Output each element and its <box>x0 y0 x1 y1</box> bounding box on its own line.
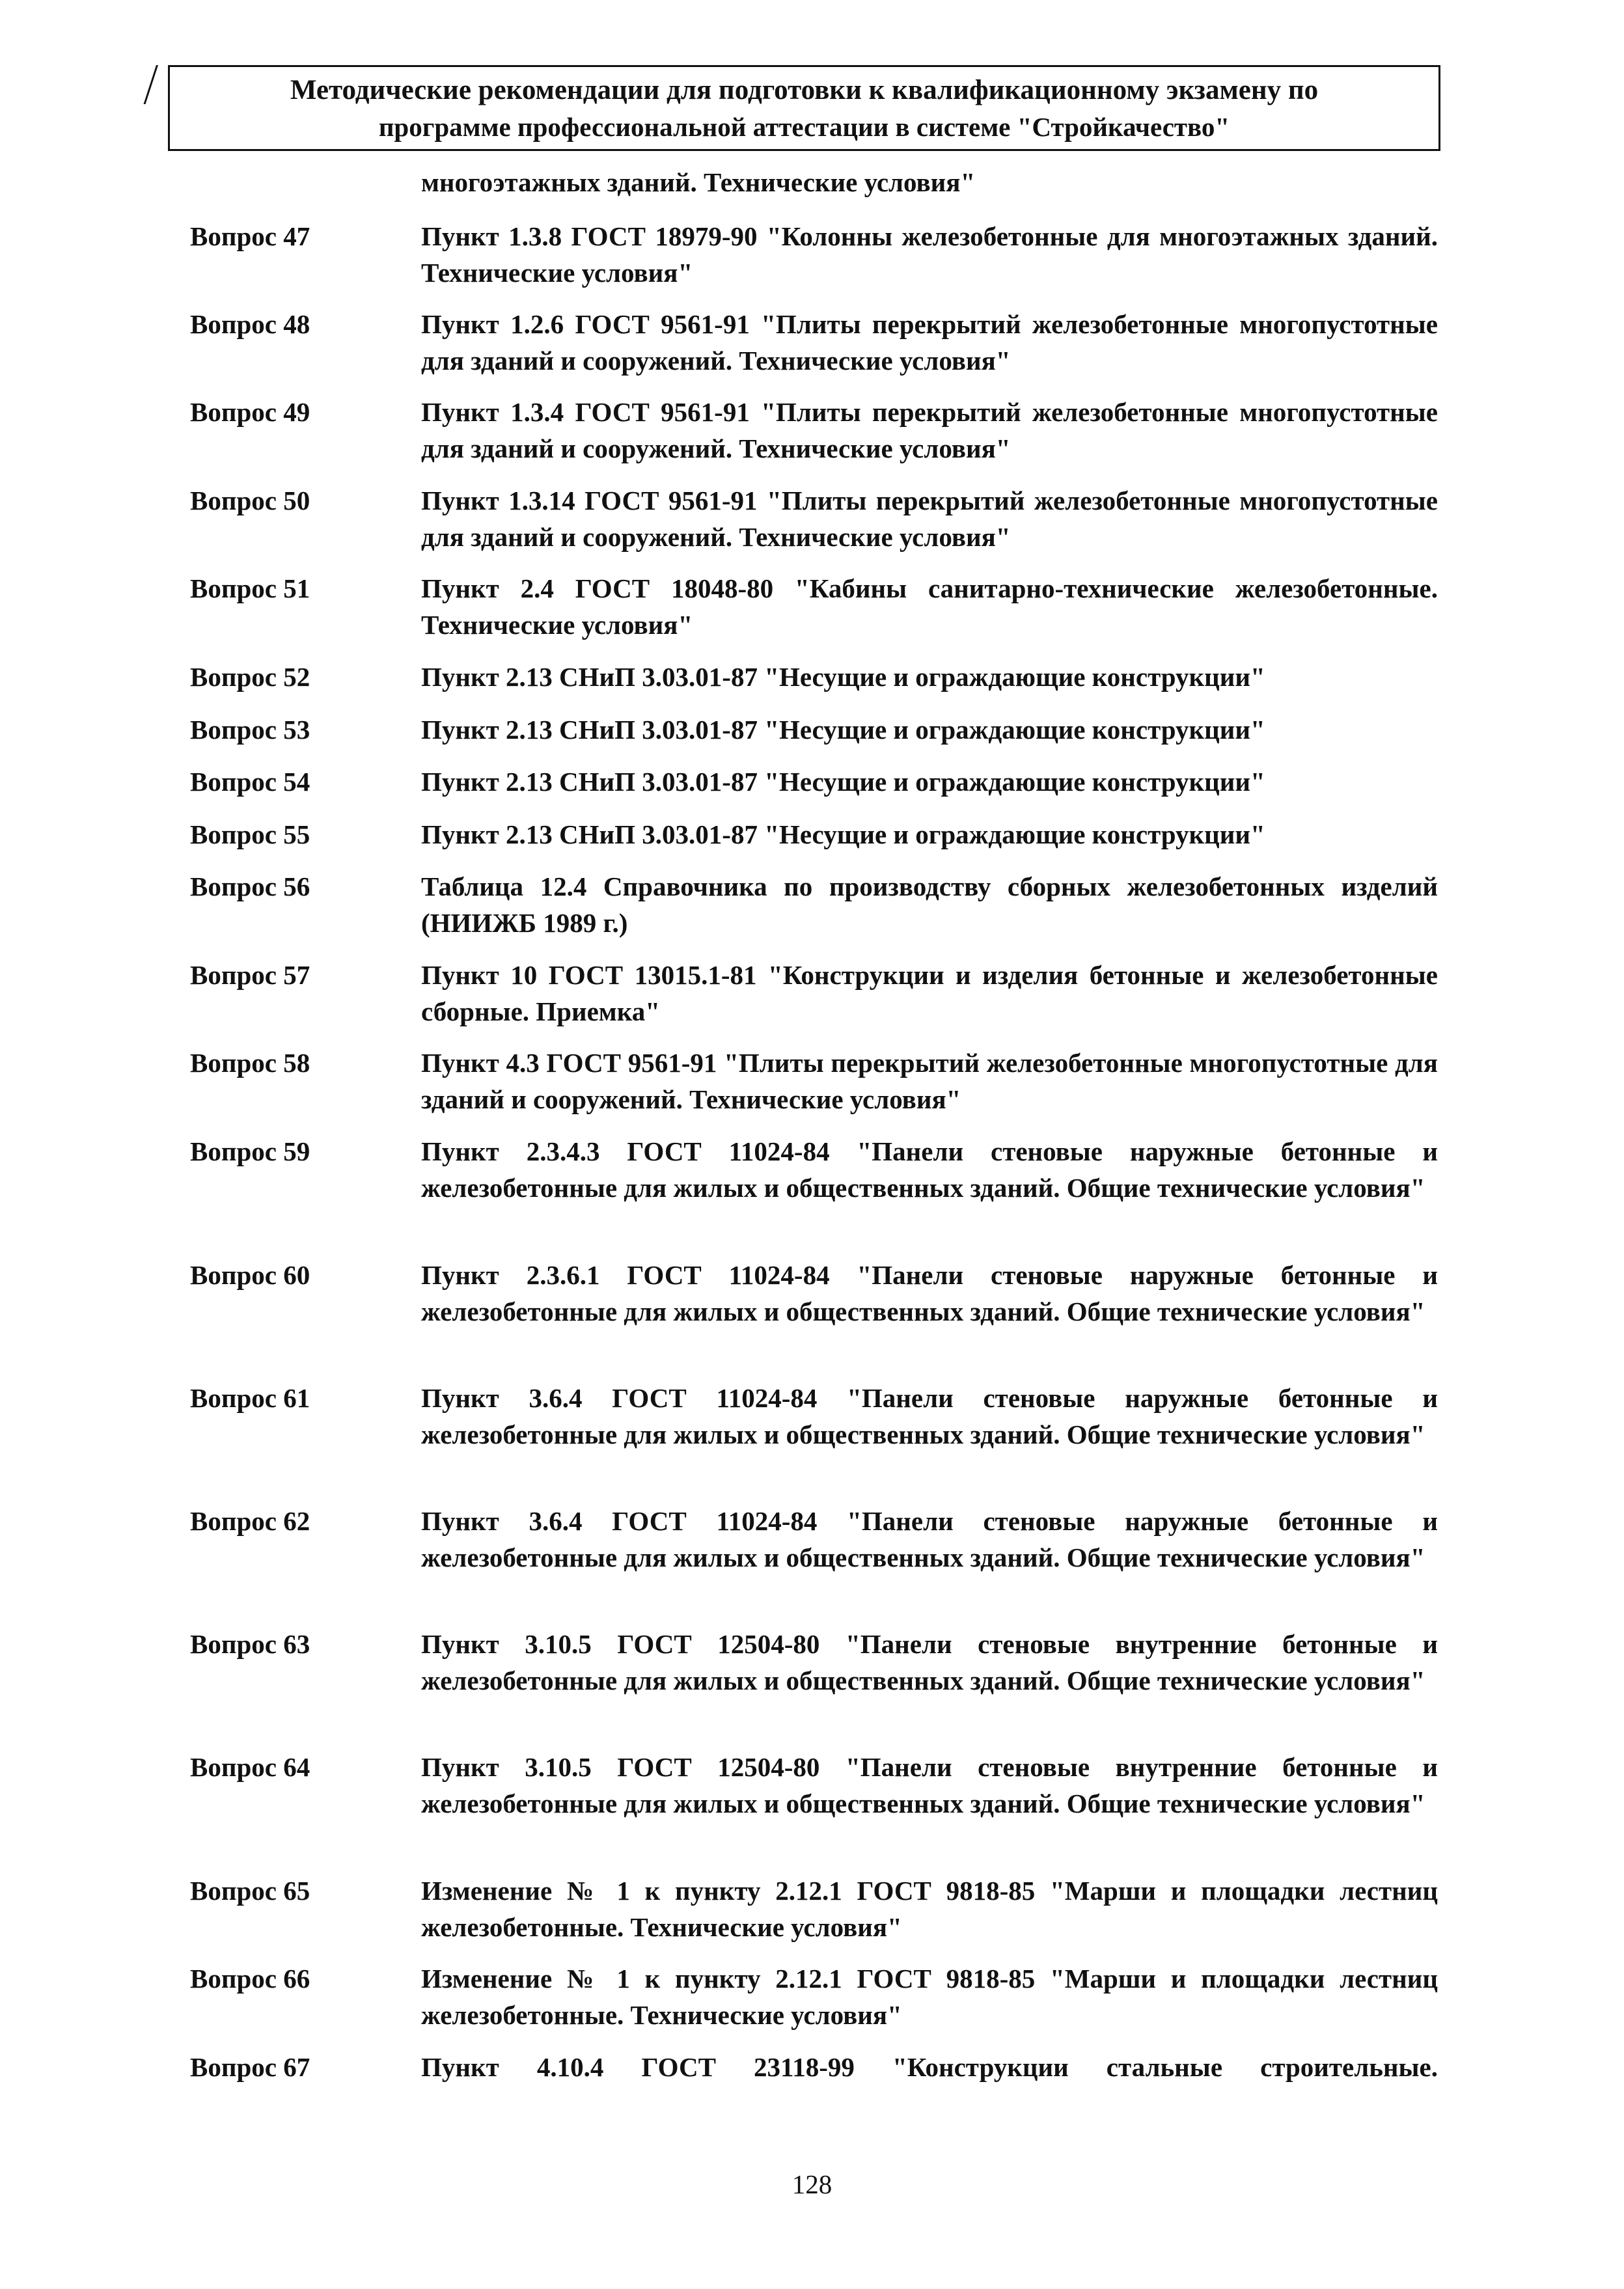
question-label: Вопрос 60 <box>190 1260 310 1290</box>
continuation-text: многоэтажных зданий. Технические условия" <box>421 167 976 197</box>
question-answer: Пункт 2.3.4.3 ГОСТ 11024-84 "Панели стеновые наружные бетонные и железобетонные для жилых и общественных зданий. Общие технические условия" <box>421 1136 1438 1203</box>
question-answer: Пункт 3.6.4 ГОСТ 11024-84 "Панели стеновые наружные бетонные и железобетонные для жилых и общественных зданий. Общие технические условия" <box>421 1383 1438 1449</box>
question-answer: Пункт 2.13 СНиП 3.03.01-87 "Несущие и ограждающие конструкции" <box>421 662 1265 692</box>
question-label: Вопрос 47 <box>190 221 310 251</box>
question-label: Вопрос 58 <box>190 1048 310 1078</box>
question-label: Вопрос 50 <box>190 486 310 515</box>
question-answer: Пункт 4.3 ГОСТ 9561-91 "Плиты перекрытий железобетонные многопустотные для зданий и сооружений. Технические условия" <box>421 1048 1438 1114</box>
question-answer: Изменение № 1 к пункту 2.12.1 ГОСТ 9818-85 "Марши и площадки лестниц железобетонные. Технические условия" <box>421 1876 1438 1942</box>
question-answer: Таблица 12.4 Справочника по производству сборных железобетонных изделий (НИИЖБ 1989 г.) <box>421 871 1438 938</box>
question-label: Вопрос 56 <box>190 871 310 901</box>
question-answer: Пункт 2.3.6.1 ГОСТ 11024-84 "Панели стеновые наружные бетонные и железобетонные для жилых и общественных зданий. Общие технические условия" <box>421 1260 1438 1326</box>
question-label: Вопрос 61 <box>190 1383 310 1413</box>
question-answer: Изменение № 1 к пункту 2.12.1 ГОСТ 9818-85 "Марши и площадки лестниц железобетонные. Технические условия" <box>421 1964 1438 2030</box>
question-label: Вопрос 57 <box>190 960 310 990</box>
question-label: Вопрос 59 <box>190 1136 310 1166</box>
header-line-2: программе профессиональной аттестации в системе "Стройкачество" <box>378 112 1230 142</box>
question-answer: Пункт 3.10.5 ГОСТ 12504-80 "Панели стеновые внутренние бетонные и железобетонные для жилых и общественных зданий. Общие технические условия" <box>421 1752 1438 1818</box>
question-label: Вопрос 49 <box>190 397 310 427</box>
question-label: Вопрос 52 <box>190 662 310 692</box>
page-number: 128 <box>791 2169 833 2199</box>
question-label: Вопрос 55 <box>190 819 310 849</box>
question-label: Вопрос 53 <box>190 715 310 745</box>
question-answer: Пункт 3.10.5 ГОСТ 12504-80 "Панели стеновые внутренние бетонные и железобетонные для жилых и общественных зданий. Общие технические условия" <box>421 1629 1438 1695</box>
question-label: Вопрос 65 <box>190 1876 310 1906</box>
question-label: Вопрос 64 <box>190 1752 310 1782</box>
question-answer: Пункт 2.13 СНиП 3.03.01-87 "Несущие и ограждающие конструкции" <box>421 819 1265 849</box>
question-answer: Пункт 10 ГОСТ 13015.1-81 "Конструкции и изделия бетонные и железобетонные сборные. Приемка" <box>421 960 1438 1026</box>
question-answer: Пункт 1.3.4 ГОСТ 9561-91 "Плиты перекрытий железобетонные многопустотные для зданий и сооружений. Технические условия" <box>421 397 1438 463</box>
question-label: Вопрос 54 <box>190 767 310 797</box>
question-answer: Пункт 4.10.4 ГОСТ 23118-99 "Конструкции стальные строительные. <box>421 2052 1438 2082</box>
question-answer: Пункт 2.4 ГОСТ 18048-80 "Кабины санитарно-технические железобетонные. Технические условия" <box>421 573 1438 640</box>
question-answer: Пункт 2.13 СНиП 3.03.01-87 "Несущие и ограждающие конструкции" <box>421 715 1265 745</box>
header-corner-mark <box>144 65 171 104</box>
question-label: Вопрос 48 <box>190 309 310 339</box>
question-answer: Пункт 1.3.8 ГОСТ 18979-90 "Колонны железобетонные для многоэтажных зданий. Технические условия" <box>421 221 1438 288</box>
question-answer: Пункт 1.2.6 ГОСТ 9561-91 "Плиты перекрытий железобетонные многопустотные для зданий и сооружений. Технические условия" <box>421 309 1438 376</box>
question-label: Вопрос 67 <box>190 2052 310 2082</box>
question-label: Вопрос 66 <box>190 1964 310 1994</box>
question-answer: Пункт 3.6.4 ГОСТ 11024-84 "Панели стеновые наружные бетонные и железобетонные для жилых и общественных зданий. Общие технические условия" <box>421 1506 1438 1572</box>
question-label: Вопрос 51 <box>190 573 310 603</box>
header-line-1: Методические рекомендации для подготовки к квалификационному экзамену по <box>290 75 1319 105</box>
page-header <box>168 65 1440 151</box>
question-answer: Пункт 1.3.14 ГОСТ 9561-91 "Плиты перекрытий железобетонные многопустотные для зданий и сооружений. Технические условия" <box>421 486 1438 552</box>
question-label: Вопрос 63 <box>190 1629 310 1659</box>
question-label: Вопрос 62 <box>190 1506 310 1536</box>
question-answer: Пункт 2.13 СНиП 3.03.01-87 "Несущие и ограждающие конструкции" <box>421 767 1265 797</box>
